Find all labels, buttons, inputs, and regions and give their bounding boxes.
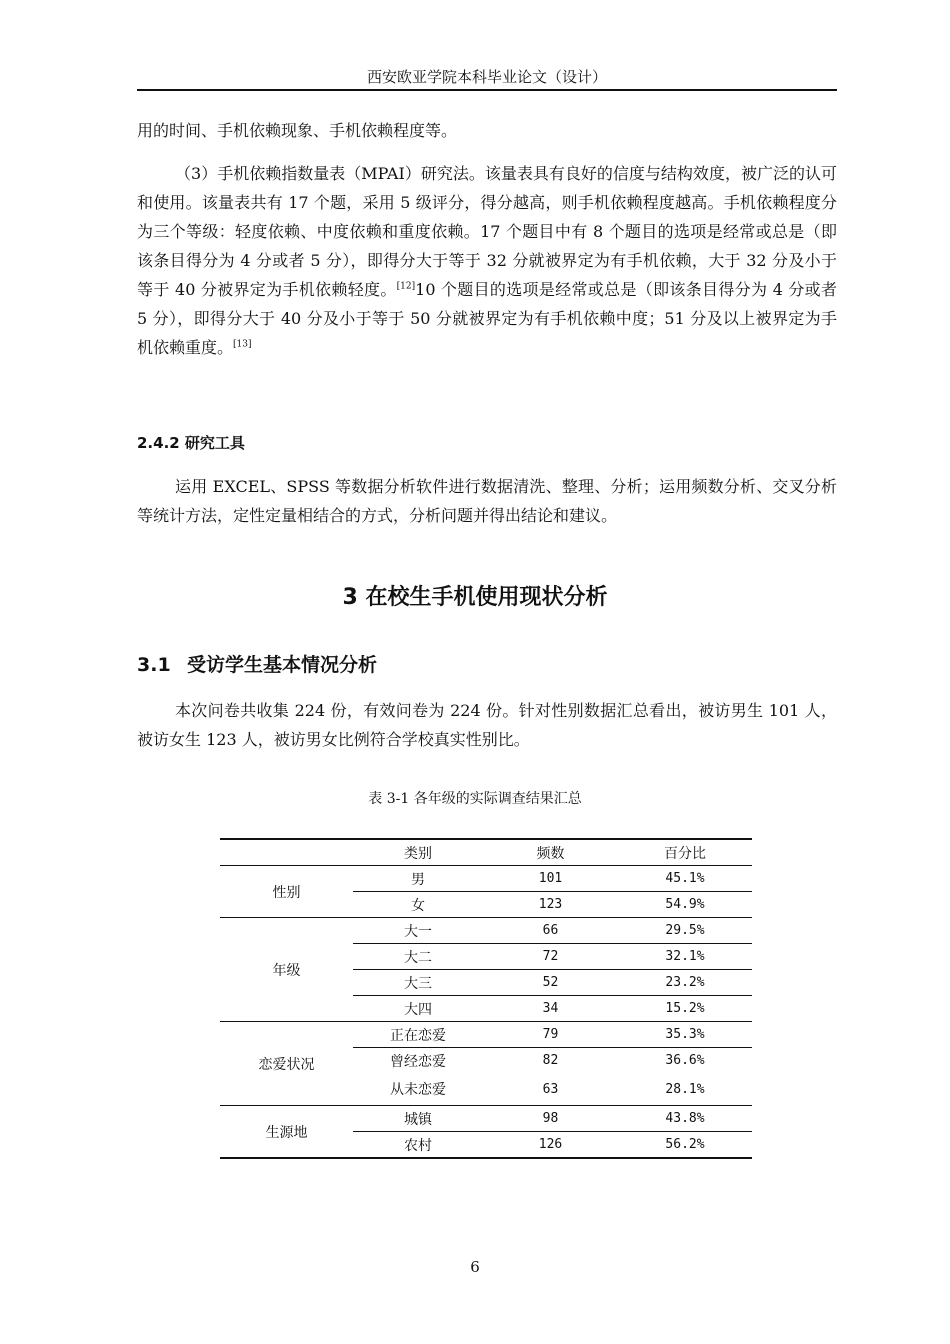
section-heading-3-1 [137,650,377,677]
count-cell: 123 [483,892,618,918]
percent-cell: 54.9% [618,892,752,918]
category-cell: 女 [353,892,483,918]
group-label: 恋爱状况 [220,1022,353,1106]
paragraph-survey: 本次问卷共收集 224 份，有效问卷为 224 份。针对性别数据汇总看出，被访男生 101 人，被访女生 123 人，被访男女比例符合学校真实性别比。 [137,701,837,749]
table-header-row [220,839,752,866]
chapter-heading-3: 3 在校生手机使用现状分析 [342,585,608,610]
count-cell: 52 [483,970,618,996]
count-cell: 101 [483,866,618,892]
group-label: 性别 [220,866,353,918]
category-cell: 大三 [353,970,483,996]
paragraph-mpai-part2: 10 个题目的选项是经常或总是（即该条目得分为 4 分或者 5 分），即得分大于 40 分及小于等于 50 分就被界定为有手机依赖中度；51 分及以上被界定为手机依赖重度。 [137,280,837,357]
category-cell: 从未恋爱 [353,1073,483,1106]
count-cell: 63 [483,1073,618,1106]
section-number: 3.1 [137,654,171,676]
subsection-heading-2-4-2: 2.4.2 研究工具 [137,434,245,452]
count-cell: 79 [483,1022,618,1048]
percent-cell: 36.6% [665,1053,705,1068]
percent-cell: 45.1% [618,866,752,892]
survey-results-table [220,838,752,1159]
paragraph-mpai-part1: （3）手机依赖指数量表（MPAI）研究法。该量表具有良好的信度与结构效度，被广泛的认可和使用。该量表共有 17 个题，采用 5 级评分，得分越高，则手机依赖程度越高。手机依赖程度分为三个等级：轻度依赖、中度依赖和重度依赖。17 个题目中有 8 个题目的选项是经常或总是（即该条目得分为 4 分或者 5 分），即得分大于等于 32 分就被界定为有手机依赖，大于 32 分及小于等于 40 分被界定为手机依赖轻度。 [137,164,837,299]
count-cell: 66 [483,918,618,944]
category-cell: 城镇 [353,1106,483,1132]
count-cell: 34 [483,996,618,1022]
count-cell: 126 [538,1137,563,1152]
category-cell: 大一 [353,918,483,944]
percent-cell: 35.3% [618,1022,752,1048]
paragraph-continued: 用的时间、手机依赖现象、手机依赖程度等。 [137,121,458,140]
category-cell: 男 [353,866,483,892]
paragraph-mpai [137,159,837,362]
percent-cell: 15.2% [618,996,752,1022]
group-label: 年级 [220,918,353,1022]
header-cell: 百分比 [618,839,752,866]
percent-cell: 29.5% [618,918,752,944]
table-row [220,1022,752,1048]
group-label: 生源地 [265,1124,308,1141]
category-cell: 曾经恋爱 [390,1053,446,1070]
section-title-text: 受访学生基本情况分析 [187,654,378,676]
page-number: 6 [470,1258,480,1276]
header-cell: 类别 [353,839,483,866]
header-cell: 频数 [483,839,618,866]
percent-cell: 23.2% [618,970,752,996]
category-cell: 大四 [353,996,483,1022]
percent-cell: 28.1% [618,1073,752,1106]
table-row [220,918,752,944]
citation-13: [13] [233,339,252,350]
paragraph-tools: 运用 EXCEL、SPSS 等数据分析软件进行数据清洗、整理、分析；运用频数分析、交叉分析等统计方法，定性定量相结合的方式，分析问题并得出结论和建议。 [137,477,837,525]
table-row [220,1106,752,1132]
running-header: 西安欧亚学院本科毕业论文（设计） [137,66,837,91]
percent-cell: 56.2% [665,1137,705,1152]
table-row [220,866,752,892]
percent-cell: 43.8% [618,1106,752,1132]
category-cell: 正在恋爱 [353,1022,483,1048]
table-caption: 表 3-1 各年级的实际调查结果汇总 [368,791,582,807]
category-cell: 大二 [353,944,483,970]
citation-12: [12] [396,281,416,292]
header-cell [220,839,353,866]
category-cell: 农村 [404,1137,432,1154]
percent-cell: 32.1% [618,944,752,970]
count-cell: 82 [542,1053,559,1068]
count-cell: 98 [483,1106,618,1132]
count-cell: 72 [483,944,618,970]
